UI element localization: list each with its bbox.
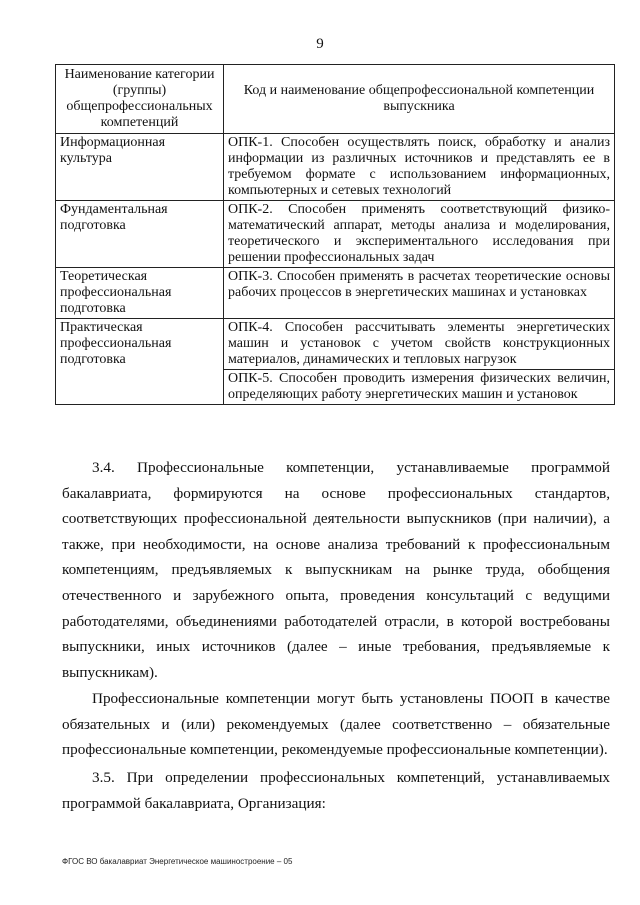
paragraph-text: Профессиональные компетенции могут быть установлены ПООП в качестве обязательных и (или) рекомендуемых (далее соответственно – обязательные профессиональные компетенции, рекомендуемые профессиональные компетенции). (62, 690, 610, 759)
competence-cell: ОПК-5. Способен проводить измерения физических величин, определяющих работу энергетических машин и установок (224, 370, 615, 405)
paragraph-text: 3.4. Профессиональные компетенции, устанавливаемые программой бакалавриата, формируются на основе профессиональных стандартов, соответствующих профессиональной деятельности выпускников (при наличии), а также, при необходимости, на основе анализа требований к профессиональным компетенциям, предъявляемых к выпускникам на рынке труда, обобщения отечественного и зарубежного опыта, проведения консультаций с ведущими работодателями, объединениями работодателей отрасли, в которой востребованы выпускники, иных источников (далее – иные требования, предъявляемые к выпускникам). (62, 459, 610, 681)
category-cell: Теоретическая профессиональная подготовка (56, 268, 224, 319)
table-row (56, 201, 615, 268)
table-row (56, 319, 615, 370)
competence-table (55, 64, 615, 405)
footer-doc-label: ФГОС ВО бакалавриат Энергетическое машиностроение – 05 (62, 857, 293, 866)
header-category: Наименование категории (группы) общепрофессиональных компетенций (56, 65, 224, 134)
body-paragraph-3-5 (62, 765, 610, 816)
category-cell: Информационная культура (56, 134, 224, 201)
header-competence: Код и наименование общепрофессиональной компетенции выпускника (224, 65, 615, 134)
category-cell: Практическая профессиональная подготовка (56, 319, 224, 405)
competence-cell: ОПК-1. Способен осуществлять поиск, обработку и анализ информации из различных источников и представлять ее в требуемом формате с использованием информационных, компьютерных и сетевых технологий (224, 134, 615, 201)
competence-cell: ОПК-4. Способен рассчитывать элементы энергетических машин и установок с учетом свойств конструкционных материалов, динамических и тепловых нагрузок (224, 319, 615, 370)
competence-cell: ОПК-3. Способен применять в расчетах теоретические основы рабочих процессов в энергетических машинах и установках (224, 268, 615, 319)
page-number: 9 (316, 36, 324, 52)
competence-cell: ОПК-2. Способен применять соответствующий физико-математический аппарат, методы анализа и моделирования, теоретического и экспериментального исследования при решении профессиональных задач (224, 201, 615, 268)
table-header-row (56, 65, 615, 134)
body-paragraph-3-4 (62, 455, 610, 685)
table-row (56, 134, 615, 201)
body-paragraph-pk (62, 686, 610, 763)
table-row (56, 268, 615, 319)
paragraph-text: 3.5. При определении профессиональных компетенций, устанавливаемых программой бакалавриата, Организация: (62, 769, 610, 812)
category-cell: Фундаментальная подготовка (56, 201, 224, 268)
